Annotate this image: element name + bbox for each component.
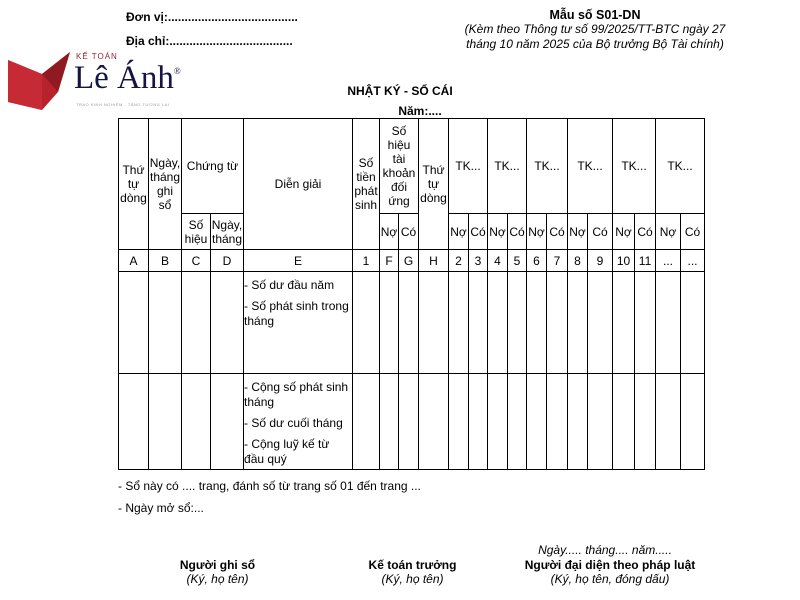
col-tk6-debit: Nợ xyxy=(656,214,681,250)
col-record-date: Ngày, tháng ghi sổ xyxy=(149,119,182,250)
col-contra-credit: Có xyxy=(399,214,419,250)
year-label: Năm:.... xyxy=(398,104,442,118)
form-note-line1: (Kèm theo Thông tư số 99/2025/TT-BTC ngày 27 xyxy=(464,22,726,36)
col-contra-account: Số hiệu tài khoản đối ứng xyxy=(380,119,419,214)
desc-opening-balance: - Số dư đầu năm xyxy=(244,278,335,292)
col-tk5-debit: Nợ xyxy=(613,214,635,250)
unit-field: Đơn vị:....................................... xyxy=(126,10,298,24)
code-cell: 3 xyxy=(469,250,488,272)
code-cell: G xyxy=(399,250,419,272)
code-cell: B xyxy=(149,250,182,272)
signature-chief-accountant xyxy=(345,558,480,586)
col-tk1-debit: Nợ xyxy=(449,214,469,250)
description-cell-bottom xyxy=(244,374,353,470)
code-cell: 2 xyxy=(449,250,469,272)
col-voucher: Chứng từ xyxy=(182,119,244,214)
col-tk-1: TK... xyxy=(449,119,488,214)
col-tk2-credit: Có xyxy=(508,214,527,250)
code-cell: 5 xyxy=(508,250,527,272)
description-cell-top xyxy=(244,272,353,374)
col-tk4-credit: Có xyxy=(588,214,613,250)
col-tk6-credit: Có xyxy=(681,214,705,250)
desc-monthly-total: - Cộng số phát sinh tháng xyxy=(244,380,349,409)
signature-legal-rep xyxy=(505,558,715,586)
col-voucher-no: Số hiệu xyxy=(182,214,211,250)
desc-closing-balance: - Số dư cuối tháng xyxy=(244,416,343,430)
logo-tagline: TRAO KINH NGHIỆM - TẶNG TƯƠNG LAI xyxy=(76,102,170,107)
form-number: Mẫu số S01-DN xyxy=(549,8,641,22)
chief-accountant-note: (Ký, họ tên) xyxy=(381,572,444,586)
code-cell: E xyxy=(244,250,353,272)
form-header xyxy=(395,8,795,52)
code-cell: 9 xyxy=(588,250,613,272)
col-tk3-debit: Nợ xyxy=(527,214,547,250)
note-open-date: - Ngày mở sổ:... xyxy=(118,501,204,515)
header-row-1 xyxy=(119,119,705,214)
logo-mark-icon xyxy=(8,52,70,110)
col-tk-2: TK... xyxy=(488,119,527,214)
col-tk3-credit: Có xyxy=(547,214,568,250)
preparer-note: (Ký, họ tên) xyxy=(186,572,249,586)
code-row xyxy=(119,250,705,272)
company-logo xyxy=(8,52,198,112)
col-amount: Số tiền phát sinh xyxy=(353,119,380,250)
code-cell: ... xyxy=(656,250,681,272)
code-cell: 10 xyxy=(613,250,635,272)
col-contra-debit: Nợ xyxy=(380,214,399,250)
code-cell: 1 xyxy=(353,250,380,272)
col-tk-5: TK... xyxy=(613,119,656,214)
col-tk5-credit: Có xyxy=(635,214,656,250)
legal-rep-title: Người đại diện theo pháp luật xyxy=(524,558,696,572)
registered-mark: ® xyxy=(173,66,181,76)
code-cell: 6 xyxy=(527,250,547,272)
code-cell: ... xyxy=(681,250,705,272)
col-voucher-date: Ngày, tháng xyxy=(211,214,244,250)
ledger-table xyxy=(118,118,705,470)
code-cell: A xyxy=(119,250,149,272)
signature-preparer xyxy=(150,558,285,586)
desc-quarter-cumulative: - Cộng luỹ kế từ đầu quý xyxy=(244,437,330,466)
logo-small-text: KẾ TOÁN xyxy=(76,52,118,61)
col-tk2-debit: Nợ xyxy=(488,214,508,250)
code-cell: D xyxy=(211,250,244,272)
col-tk-3: TK... xyxy=(527,119,568,214)
note-pages: - Sổ này có .... trang, đánh số từ trang số 01 đến trang ... xyxy=(118,479,421,493)
desc-period-activity: - Số phát sinh trong tháng xyxy=(244,299,349,328)
code-cell: 11 xyxy=(635,250,656,272)
logo-brand-text: Lê Ánh xyxy=(74,60,174,96)
col-line-order: Thứ tự dòng xyxy=(419,119,449,250)
logo-brand xyxy=(74,60,181,97)
col-tk-4: TK... xyxy=(568,119,613,214)
address-field: Địa chỉ:..................................... xyxy=(126,34,293,48)
col-tk4-debit: Nợ xyxy=(568,214,588,250)
col-description: Diễn giải xyxy=(244,119,353,250)
code-cell: 7 xyxy=(547,250,568,272)
code-cell: 4 xyxy=(488,250,508,272)
code-cell: H xyxy=(419,250,449,272)
code-cell: 8 xyxy=(568,250,588,272)
col-tk-6: TK... xyxy=(656,119,705,214)
col-line-no: Thứ tự dòng xyxy=(119,119,149,250)
col-tk1-credit: Có xyxy=(469,214,488,250)
code-cell: C xyxy=(182,250,211,272)
code-cell: F xyxy=(380,250,399,272)
body-row-bottom xyxy=(119,374,705,470)
body-row-top xyxy=(119,272,705,374)
header-row-2 xyxy=(119,214,705,250)
preparer-title: Người ghi sổ xyxy=(179,558,256,572)
chief-accountant-title: Kế toán trưởng xyxy=(368,558,457,572)
page-title: NHẬT KÝ - SỔ CÁI xyxy=(347,84,453,98)
legal-rep-note: (Ký, họ tên, đóng dấu) xyxy=(550,572,670,586)
form-note-line2: tháng 10 năm 2025 của Bộ trưởng Bộ Tài chính) xyxy=(466,37,724,51)
date-line: Ngày..... tháng.... năm..... xyxy=(538,543,672,557)
